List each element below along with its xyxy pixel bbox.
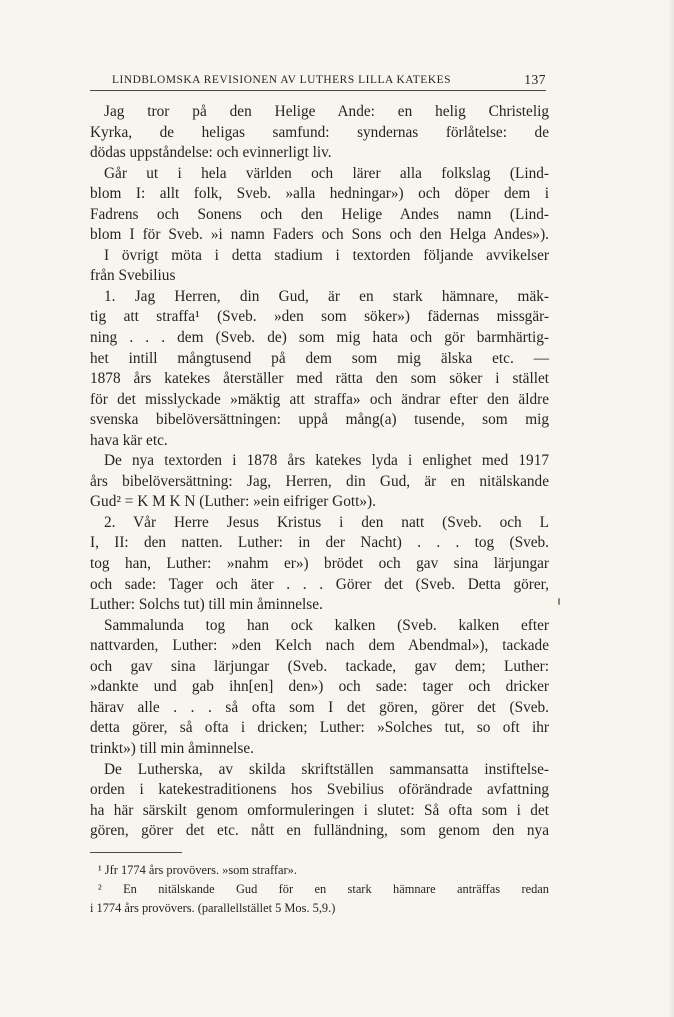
text-line: dödas uppståndelse: och evinnerligt liv.: [90, 144, 332, 162]
text-line: Luther: Solchs tut) till min åminnelse.: [90, 596, 323, 614]
footnote-line: ¹ Jfr 1774 års provövers. »som straffar».: [98, 863, 297, 877]
text-line: Kyrka, de heligas samfund: syndernas förlåtelse: de: [90, 123, 549, 141]
footnote-line: i 1774 års provövers. (parallellstället 5 Mos. 5,9.): [90, 901, 336, 915]
text-line: het intill mångtusend på dem som mig älska etc. —: [90, 349, 549, 367]
running-header: [90, 72, 546, 90]
text-line: och gav sina lärjungar (Sveb. tackade, gav dem; Luther:: [90, 657, 549, 675]
text-line: Gud² = K M K N (Luther: »ein eifriger Gott»).: [90, 493, 376, 511]
text-line: ha här särskilt genom omformuleringen i slutet: Så ofta som i det: [90, 801, 549, 819]
text-line: tog han, Luther: »nahm er») brödet och gav sina lärjungar: [90, 555, 549, 573]
text-line: för det misslyckade »mäktig att straffa» och ändrar efter den äldre: [90, 390, 549, 408]
text-line: orden i katekestraditionens hos Svebilius oförändrade avfattning: [90, 781, 549, 799]
text-line: Fadrens och Sonens och den Helige Andes namn (Lind-: [90, 205, 549, 223]
text-line: blom I: allt folk, Sveb. »alla hedningar») och döper dem i: [90, 185, 549, 203]
text-line: detta görer, så ofta i dricken; Luther: »Solches tut, so oft ihr: [90, 719, 549, 737]
header-rule: [90, 90, 546, 91]
page-edge-shadow: [668, 0, 674, 1017]
page-number: 137: [524, 72, 546, 87]
text-line: blom I för Sveb. »i namn Faders och Sons och den Helga Andes»).: [90, 226, 549, 244]
text-line: De Lutherska, av skilda skriftställen sammansatta instiftelse-: [104, 760, 549, 778]
text-line: »dankte und gab ihn[en] den») och sade: tager och dricker: [90, 678, 549, 696]
text-line: gören, görer det etc. nått en fulländning, som genom den nya: [90, 822, 549, 840]
margin-mark: [558, 598, 560, 605]
text-line: års bibelöversättning: Jag, Herren, din Gud, är en nitälskande: [90, 472, 549, 490]
text-line: trinkt») till min åminnelse.: [90, 739, 254, 757]
footnote-rule: [90, 852, 182, 853]
text-line: I övrigt möta i detta stadium i textorden följande avvikelser: [104, 246, 549, 264]
body-text: [90, 102, 549, 842]
text-line: från Svebilius: [90, 267, 176, 285]
running-title: LINDBLOMSKA REVISIONEN AV LUTHERS LILLA KATEKES: [112, 74, 451, 86]
footnote-line: ² En nitälskande Gud för en stark hämnare anträffas redan: [98, 882, 549, 896]
text-line: 2. Vår Herre Jesus Kristus i den natt (Sveb. och L: [104, 513, 549, 531]
text-line: Går ut i hela världen och lärer alla folkslag (Lind-: [104, 164, 549, 182]
text-line: tig att straffa¹ (Sveb. »den som söker») fädernas missgär-: [90, 308, 549, 326]
text-line: I, II: den natten. Luther: in der Nacht) . . . tog (Sveb.: [90, 534, 549, 552]
footnotes: [90, 861, 549, 918]
text-line: Jag tror på den Helige Ande: en helig Christelig: [104, 103, 549, 120]
text-line: 1878 års katekes återställer med rätta den som söker i stället: [90, 370, 549, 388]
text-line: 1. Jag Herren, din Gud, är en stark hämnare, mäk-: [104, 287, 549, 305]
text-line: ning . . . dem (Sveb. de) som mig hata och gör barmhärtig-: [90, 329, 549, 347]
text-line: Sammalunda tog han ock kalken (Sveb. kalken efter: [104, 616, 549, 634]
text-line: De nya textorden i 1878 års katekes lyda i enlighet med 1917: [104, 452, 549, 470]
text-line: härav alle . . . så ofta som I det gören, görer det (Sveb.: [90, 698, 549, 716]
text-line: och sade: Tager och äter . . . Görer det (Sveb. Detta görer,: [90, 575, 549, 593]
text-line: hava kär etc.: [90, 431, 168, 449]
text-line: svenska bibelöversättningen: uppå mång(a) tusende, som mig: [90, 411, 549, 429]
text-line: nattvarden, Luther: »den Kelch nach dem Abendmal»), tackade: [90, 637, 549, 655]
